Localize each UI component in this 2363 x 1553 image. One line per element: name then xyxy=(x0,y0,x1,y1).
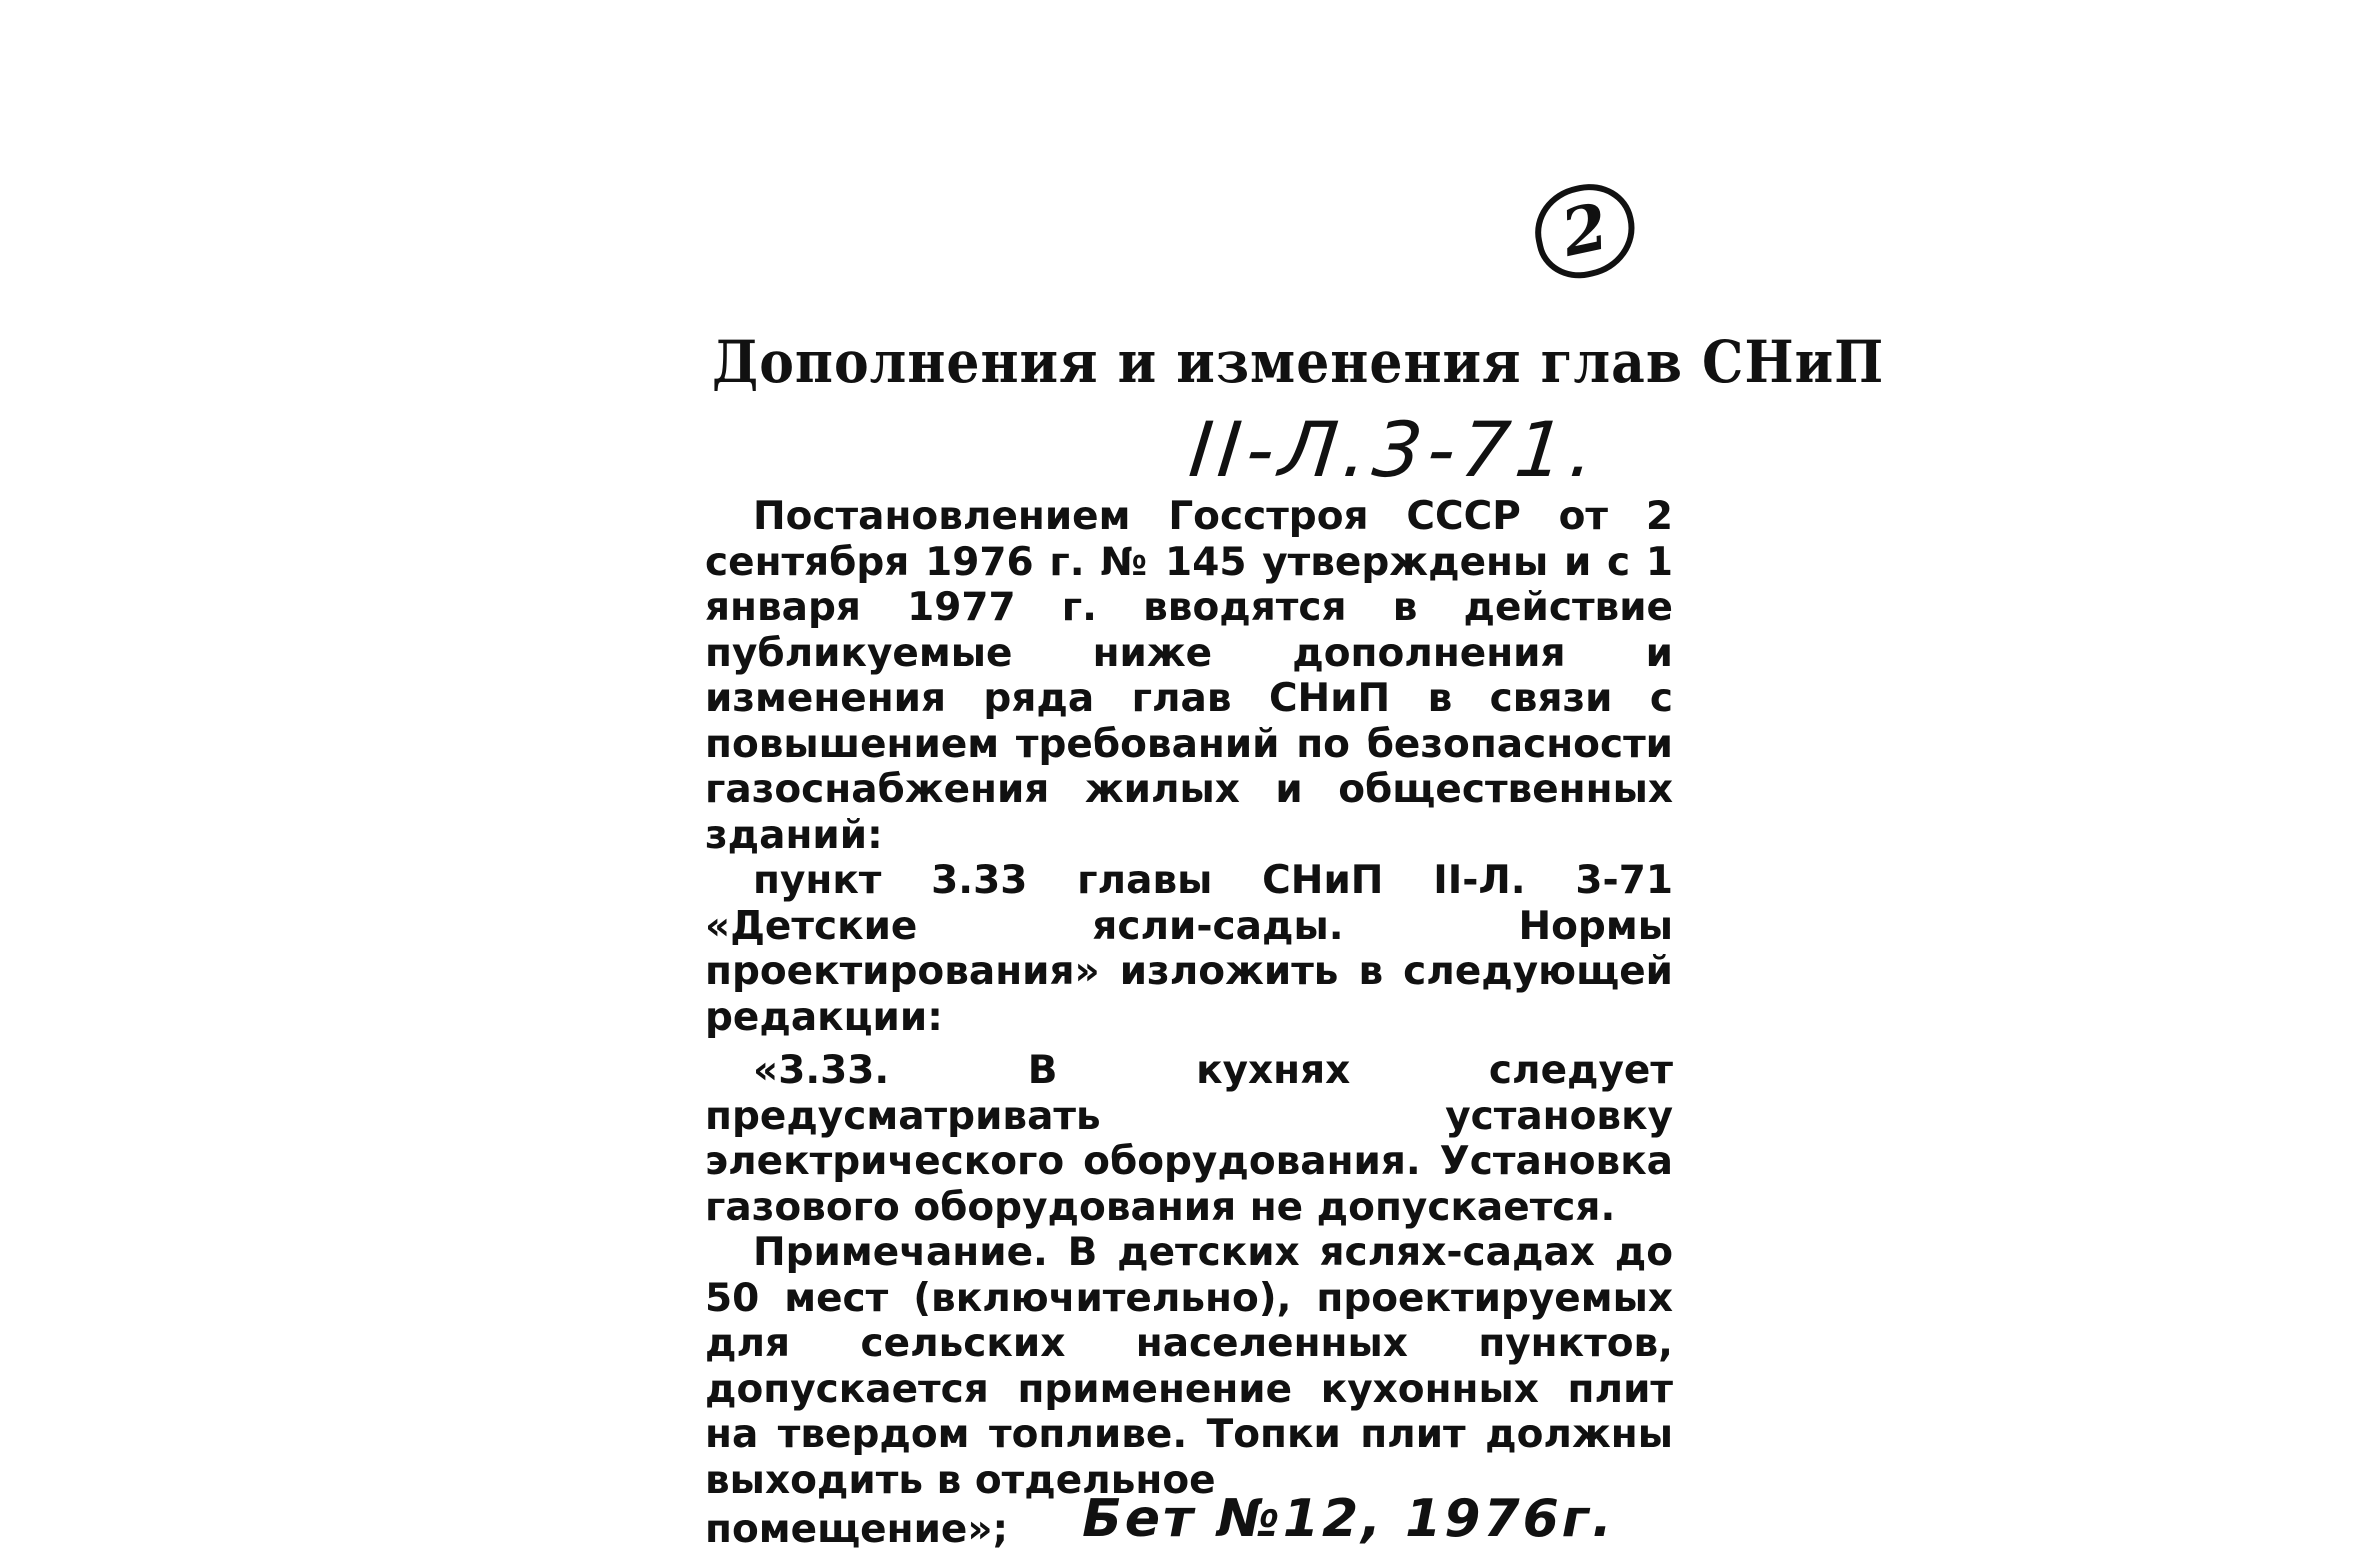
stamp-number: 2 xyxy=(1555,189,1615,272)
document-title: Дополнения и изменения глав СНиП xyxy=(712,328,1885,397)
handwritten-snip-code: II-Л.3-71. xyxy=(1185,405,1605,494)
document-body xyxy=(705,494,1673,1553)
paragraph-clause: пункт 3.33 главы СНиП II-Л. 3-71 «Детские ясли-сады. Нормы проектирования» изложить в следующей редакции: xyxy=(705,858,1673,1040)
paragraph-note: Примечание. В детских яслях-садах до 50 мест (включительно), проектируемых для сельских населенных пунктов, допускается применение кухонных плит на твердом топливе. Топки плит должны выходить в отдельное xyxy=(705,1230,1673,1503)
paragraph-intro: Постановлением Госстроя СССР от 2 сентября 1976 г. № 145 утверждены и с 1 января 1977 г. вводятся в действие публикуемые ниже дополнения и изменения ряда глав СНиП в связи с повышением требований по безопасности газоснабжения жилых и общественных зданий: xyxy=(705,494,1673,858)
paragraph-last-line: помещение»; xyxy=(705,1507,1009,1552)
paragraph-ending xyxy=(705,1489,1673,1553)
paragraph-quote: «3.33. В кухнях следует предусматривать установку электрического оборудования. Установка газового оборудования не допускается. xyxy=(705,1048,1673,1230)
handwritten-bulletin-reference: Бет №12, 1976г. xyxy=(1082,1489,1615,1549)
page-number-stamp xyxy=(1527,176,1644,287)
